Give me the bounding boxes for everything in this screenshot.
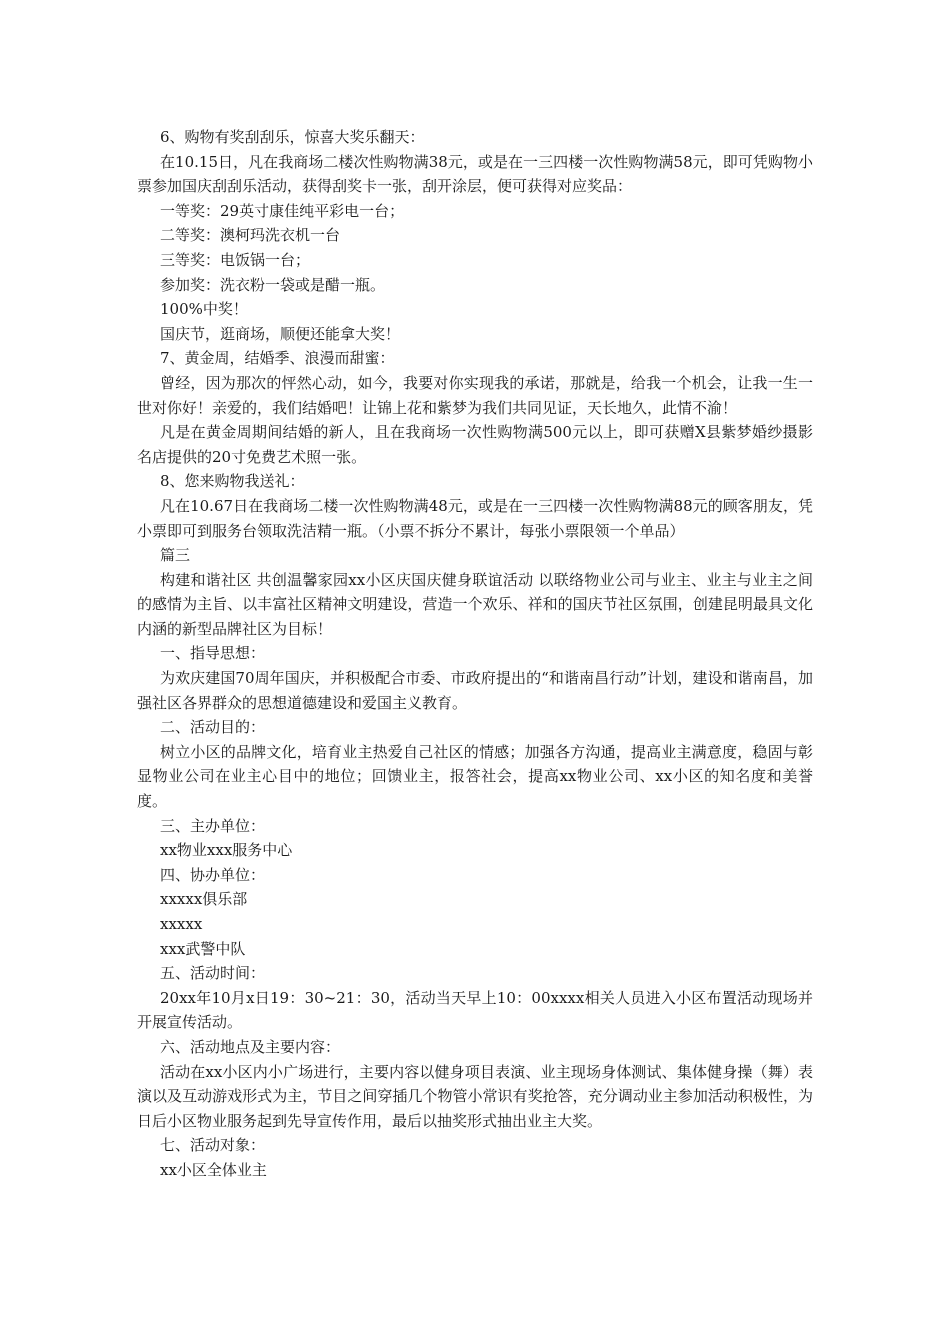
paragraph: 曾经，因为那次的怦然心动，如今，我要对你实现我的承诺，那就是，给我一个机会，让我一生一世对你好！亲爱的，我们结婚吧！让锦上花和紫梦为我们共同见证，天长地久，此情不渝！ [137, 373, 813, 417]
paragraph: xxxxx俱乐部 [160, 890, 248, 909]
paragraph: 参加奖：洗衣粉一袋或是醋一瓶。 [160, 275, 386, 294]
paragraph: 树立小区的品牌文化，培育业主热爱自己社区的情感；加强各方沟通，提高业主满意度，稳固与彰显物业公司在业主心目中的地位；回馈业主，报答社会，提高xx物业公司、xx小区的知名度和美誉度。 [137, 742, 813, 811]
paragraph: 活动在xx小区内小广场进行，主要内容以健身项目表演、业主现场身体测试、集体健身操（舞）表演以及互动游戏形式为主，节目之间穿插几个物管小常识有奖抢答，充分调动业主参加活动积极性，为日后小区物业服务起到先导宣传作用，最后以抽奖形式抽出业主大奖。 [137, 1062, 813, 1130]
paragraph: 二、活动目的： [160, 718, 266, 737]
paragraph: 在10.15日，凡在我商场二楼次性购物满38元，或是在一三四楼一次性购物满58元，即可凭购物小票参加国庆刮刮乐活动，获得刮奖卡一张，刮开涂层，便可获得对应奖品： [137, 152, 813, 196]
paragraph: 国庆节，逛商场，顺便还能拿大奖！ [160, 324, 401, 343]
paragraph: xx小区全体业主 [160, 1160, 267, 1179]
paragraph: 8、您来购物我送礼： [160, 472, 305, 491]
paragraph: 凡在10.67日在我商场二楼一次性购物满48元，或是在一三四楼一次性购物满88元的顾客朋友，凭小票即可到服务台领取洗洁精一瓶。（小票不拆分不累计，每张小票限领一个单品） [137, 496, 813, 540]
paragraph: 六、活动地点及主要内容： [160, 1037, 341, 1056]
paragraph: 100%中奖！ [160, 300, 248, 319]
paragraph: 6、购物有奖刮刮乐，惊喜大奖乐翻天： [160, 128, 425, 146]
paragraph: xx物业xxx服务中心 [160, 841, 293, 860]
paragraph: 七、活动对象： [160, 1136, 266, 1155]
paragraph: 一等奖：29英寸康佳纯平彩电一台； [160, 201, 405, 220]
document-body [137, 125, 813, 1183]
paragraph: 四、协办单位： [160, 865, 266, 884]
paragraph: 一、指导思想： [160, 644, 266, 663]
paragraph: 二等奖：澳柯玛洗衣机一台 [160, 226, 341, 245]
paragraph: 凡是在黄金周期间结婚的新人，且在我商场一次性购物满500元以上，即可获赠X县紫梦婚纱摄影名店提供的20寸免费艺术照一张。 [137, 423, 813, 466]
paragraph: 篇三 [160, 546, 191, 565]
paragraph: 构建和谐社区 共创温馨家园xx小区庆国庆健身联谊活动 以联络物业公司与业主、业主与业主之间的感情为主旨、以丰富社区精神文明建设，营造一个欢乐、祥和的国庆节社区氛围，创建昆明最具文化内涵的新型品牌社区为目标！ [137, 570, 813, 638]
paragraph: 为欢庆建国70周年国庆，并积极配合市委、市政府提出的“和谐南昌行动”计划，建设和谐南昌，加强社区各界群众的思想道德建设和爱国主义教育。 [137, 669, 813, 712]
paragraph: xxxxx [160, 915, 203, 933]
paragraph: 五、活动时间： [160, 964, 266, 983]
paragraph: 三、主办单位： [160, 816, 266, 835]
paragraph: xxx武警中队 [160, 939, 246, 958]
paragraph: 三等奖：电饭锅一台； [160, 250, 311, 269]
paragraph: 7、黄金周，结婚季、浪漫而甜蜜： [160, 349, 395, 368]
paragraph: 20xx年10月x日19：30~21：30，活动当天早上10：00xxxx相关人员进入小区布置活动现场并开展宣传活动。 [137, 988, 813, 1032]
